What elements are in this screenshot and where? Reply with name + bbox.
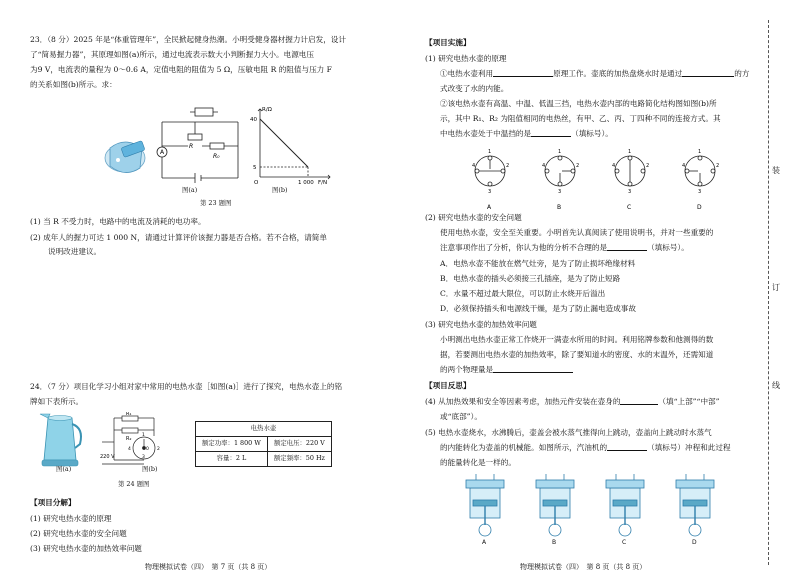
q24-line2: 牌如下表所示。	[30, 397, 84, 406]
p2-title: (2) 研究电热水壶的安全问题	[425, 213, 522, 222]
p1-title: (1) 研究电热水壶的原理	[425, 54, 507, 63]
svg-text:1: 1	[698, 149, 702, 155]
kettle-nameplate-table	[195, 421, 332, 467]
p2-option-a: A．电热水壶不能放在燃气灶旁，是为了防止损坏绝缘材料	[440, 259, 636, 268]
q23-line4: 的关系如图(b)所示。求：	[30, 80, 117, 89]
left-footer: 物理模拟试卷（四） 第 7 页（共 8 页）	[145, 563, 272, 571]
answer-blank[interactable]	[620, 396, 658, 405]
svg-text:1: 1	[488, 149, 492, 155]
svg-text:4: 4	[612, 163, 616, 169]
svg-text:2: 2	[576, 163, 580, 169]
p1-line-b2: 示，其中 R₁、R₂ 为阻值相同的电热丝，有甲、乙、丙、丁四种不同的连接方式。其	[440, 114, 721, 123]
nameplate-capacity: 容量：2 L	[196, 452, 268, 467]
q23-fig-b-caption: 图(b)	[272, 186, 288, 194]
svg-text:4: 4	[682, 163, 686, 169]
engine-label-d: D	[692, 539, 697, 545]
answer-blank[interactable]	[493, 68, 553, 77]
p2-line2: 注意事项作出了分析，你认为他的分析不合理的是 （填标号）。	[440, 243, 689, 252]
q23-figure-title: 第 23 题图	[200, 199, 232, 207]
svg-text:4: 4	[472, 163, 476, 169]
graph-xlabel: F/N	[318, 180, 328, 185]
svg-text:1: 1	[628, 149, 632, 155]
graph-origin: O	[254, 180, 259, 185]
q24-r1-label: R₁	[126, 412, 132, 417]
svg-text:2: 2	[716, 163, 720, 169]
terminal-0: 0	[146, 447, 149, 452]
engine-label-b: B	[552, 539, 557, 545]
q24-fig-b-caption: 图(b)	[142, 465, 158, 473]
svg-text:2: 2	[646, 163, 650, 169]
svg-text:3: 3	[628, 189, 632, 195]
q23-figure-b	[250, 105, 335, 185]
analysis-item-3: (3) 研究电热水壶的加热效率问题	[30, 544, 142, 553]
graph-x-tick: 1 000	[298, 180, 314, 185]
terminal-4: 4	[128, 447, 131, 452]
answer-blank[interactable]	[607, 242, 647, 251]
q23-line1: 23．（8 分）2025 年是“体重管理年”，全民掀起健身热潮。小明受健身器材握力计启发，设计	[30, 35, 346, 44]
answer-blank[interactable]	[531, 128, 571, 137]
circuit-label-b: B	[557, 204, 562, 211]
binding-line	[768, 20, 769, 565]
engine-label-a: A	[482, 539, 487, 545]
switch-connection-diagrams	[470, 143, 740, 213]
q24-fig-a-caption: 图(a)	[56, 465, 72, 473]
ammeter-symbol: A	[160, 149, 165, 156]
p2-line1: 使用电热水壶，安全至关重要。小明首先认真阅读了使用说明书，并对一些重要的	[440, 228, 714, 237]
graph-y-top-tick: 40	[250, 117, 257, 123]
analysis-item-2: (2) 研究电热水壶的安全问题	[30, 529, 127, 538]
engine-stroke-diagrams	[460, 470, 740, 545]
margin-zhuang: 装	[772, 166, 780, 175]
nameplate-power: 额定功率：1 800 W	[196, 437, 268, 452]
terminal-1: 1	[142, 433, 145, 438]
grip-device-illustration	[105, 141, 145, 173]
answer-blank[interactable]	[682, 68, 734, 77]
pressure-resistor-label: R	[189, 143, 194, 150]
q23-fig-a-caption: 图(a)	[182, 186, 198, 194]
fixed-resistor-label: R₀	[213, 153, 220, 160]
nameplate-voltage: 额定电压：220 V	[267, 437, 331, 452]
svg-text:2: 2	[506, 163, 510, 169]
p5-line2: 的内能转化为壶盖的机械能。如图所示，汽油机的 （填标号）冲程和此过程	[440, 443, 731, 452]
p3-title: (3) 研究电热水壶的加热效率问题	[425, 320, 537, 329]
terminal-2: 2	[157, 447, 160, 452]
margin-xian: 线	[772, 381, 780, 390]
p1-line-b3: 中电热水壶处于中温挡的是 （填标号）。	[440, 129, 613, 138]
p1-line-b1: ②该电热水壶有高温、中温、低温三挡，电热水壶内部的电路简化结构图如图(b)所	[440, 99, 717, 108]
p3-line1: 小明测出电热水壶正常工作烧开一满壶水所用的时间。利用铭牌参数和他测得的数	[440, 335, 714, 344]
q23-sub2-line2: 说明改进建议。	[48, 247, 102, 256]
p2-option-b: B．电热水壶的插头必须接三孔插座，是为了防止短路	[440, 274, 621, 283]
p3-line2: 据，若要测出电热水壶的加热效率，除了要知道水的密度、水的末温外，还需知道	[440, 350, 714, 359]
q23-line2: 了“简易握力器”，其原理如图(a)所示，通过电流表示数大小判断握力大小。电源电压	[30, 50, 314, 59]
svg-text:3: 3	[558, 189, 562, 195]
q24-r2-label: R₂	[126, 436, 132, 442]
circuit-label-a: A	[487, 204, 492, 211]
nameplate-title: 电热水壶	[196, 422, 332, 437]
p2-option-c: C．水量不超过最大限位，可以防止水烧开后溢出	[440, 289, 606, 298]
right-footer: 物理模拟试卷（四） 第 8 页（共 8 页）	[520, 563, 647, 571]
margin-ding: 订	[772, 283, 780, 292]
terminal-3: 3	[142, 455, 145, 460]
p1-line-a: ①电热水壶利用 原理工作。壶底的加热盘烧水时是通过 的方	[440, 69, 750, 78]
p1-line-a2: 式改变了水的内能。	[440, 84, 509, 93]
svg-text:1: 1	[558, 149, 562, 155]
project-feedback-title: 【项目反思】	[425, 381, 471, 390]
p4-line2: 或“底部”）。	[440, 412, 482, 421]
graph-y-low-tick: 5	[253, 165, 257, 171]
p4-line1: (4) 从加热效果和安全等因素考虑，加热元件安装在壶身的 （填“上部”“中部”	[425, 397, 720, 406]
p5-line1: (5) 电热水壶烧水，水沸腾后，壶盖会被水蒸气推得向上跳动，壶盖向上跳动时水蒸气	[425, 428, 712, 437]
q24-figure-b	[100, 412, 185, 467]
project-analysis-title: 【项目分解】	[30, 498, 76, 507]
q23-sub2-line1: (2) 成年人的握力可达 1 000 N，请通过计算评价该握力器是否合格。若不合格，请简单	[30, 233, 327, 242]
circuit-label-d: D	[697, 204, 702, 211]
p3-line3: 的两个物理量是	[440, 364, 573, 375]
p2-option-d: D．必须保持插头和电源线干燥，是为了防止漏电造成事故	[440, 304, 636, 313]
answer-blank[interactable]	[607, 442, 647, 451]
kettle-illustration	[38, 410, 88, 470]
analysis-item-1: (1) 研究电热水壶的原理	[30, 514, 112, 523]
svg-text:3: 3	[488, 189, 492, 195]
nameplate-frequency: 额定频率：50 Hz	[267, 452, 331, 467]
engine-label-c: C	[622, 539, 627, 545]
answer-blank[interactable]	[493, 364, 573, 373]
q23-figure-a	[100, 100, 245, 195]
q24-line1: 24．（7 分）项目化学习小组对家中常用的电热水壶［如图(a)］进行了探究，电热水壶上的铭	[30, 382, 343, 391]
q24-figure-title: 第 24 题图	[118, 480, 150, 488]
q23-sub1: (1) 当 R 不受力时，电路中的电流及消耗的电功率。	[30, 217, 206, 226]
q23-line3: 为9 V，电流表的量程为 0～0.6 A，定值电阻的阻值为 5 Ω，压敏电阻 R 的阻值与压力 F	[30, 65, 332, 74]
graph-ylabel: R/Ω	[262, 107, 272, 113]
p5-line3: 的能量转化是一样的。	[440, 458, 516, 467]
circuit-label-c: C	[627, 204, 632, 211]
project-impl-title: 【项目实施】	[425, 38, 471, 47]
q24-voltage-label: 220 V	[100, 454, 115, 460]
svg-text:3: 3	[698, 189, 702, 195]
svg-text:4: 4	[542, 163, 546, 169]
